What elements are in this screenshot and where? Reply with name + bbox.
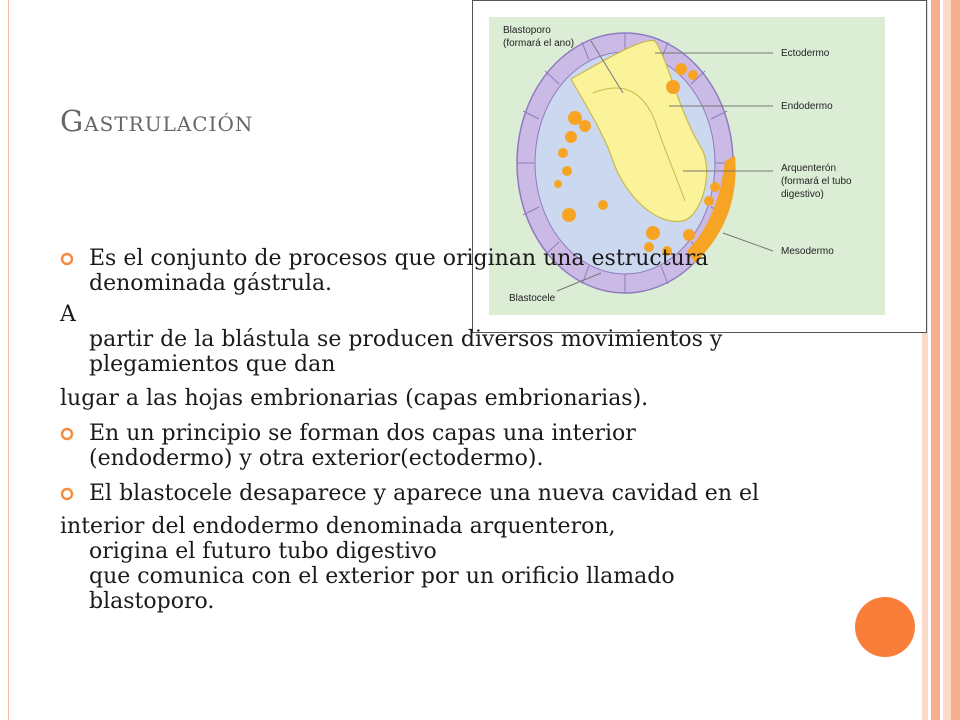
paragraph-6 <box>60 514 860 614</box>
text-line: En un principio se forman dos capas una interior <box>89 421 636 446</box>
label-arquenteron-note1: (formará el tubo <box>781 176 852 187</box>
decorative-stripes <box>922 0 960 720</box>
paragraph-2 <box>60 302 860 377</box>
bullet-item-3 <box>60 481 860 506</box>
text-line: origina el futuro tubo digestivo <box>89 539 437 564</box>
bullet-item-2 <box>60 421 860 471</box>
text-line: lugar a las hojas embrionarias (capas embrionarias). <box>60 386 649 411</box>
text-line: Es el conjunto de procesos que originan una estructura <box>89 246 709 271</box>
label-blastocele: Blastocele <box>509 293 556 304</box>
bullet-icon <box>60 487 74 501</box>
text-line: partir de la blástula se producen diversos movimientos y <box>89 327 723 352</box>
text-line: que comunica con el exterior por un orificio llamado <box>89 564 675 589</box>
label-ectodermo: Ectodermo <box>781 48 830 59</box>
bullet-item-1 <box>60 246 860 296</box>
left-border-line <box>8 0 9 720</box>
bullet-icon <box>60 252 74 266</box>
label-mesodermo: Mesodermo <box>781 246 834 257</box>
text-line: El blastocele desaparece y aparece una nueva cavidad en el <box>89 481 760 506</box>
label-endodermo: Endodermo <box>781 101 833 112</box>
decorative-orange-circle <box>855 597 915 657</box>
paragraph-3 <box>60 386 860 411</box>
text-line: (endodermo) y otra exterior(ectodermo). <box>89 446 544 471</box>
bullet-icon <box>60 427 74 441</box>
label-blastoporo: Blastoporo <box>503 25 551 36</box>
label-arquenteron-note2: digestivo) <box>781 189 824 200</box>
text-line: plegamientos que dan <box>89 352 336 377</box>
label-blastoporo-note: (formará el ano) <box>503 38 575 49</box>
text-line: blastoporo. <box>89 589 215 614</box>
slide-title: Gastrulación <box>60 104 254 138</box>
slide-body <box>60 246 860 614</box>
text-line: A <box>60 302 76 327</box>
text-line: interior del endodermo denominada arquenteron, <box>60 514 616 539</box>
text-line: denominada gástrula. <box>89 271 333 296</box>
label-arquenteron: Arquenterón <box>781 163 837 174</box>
